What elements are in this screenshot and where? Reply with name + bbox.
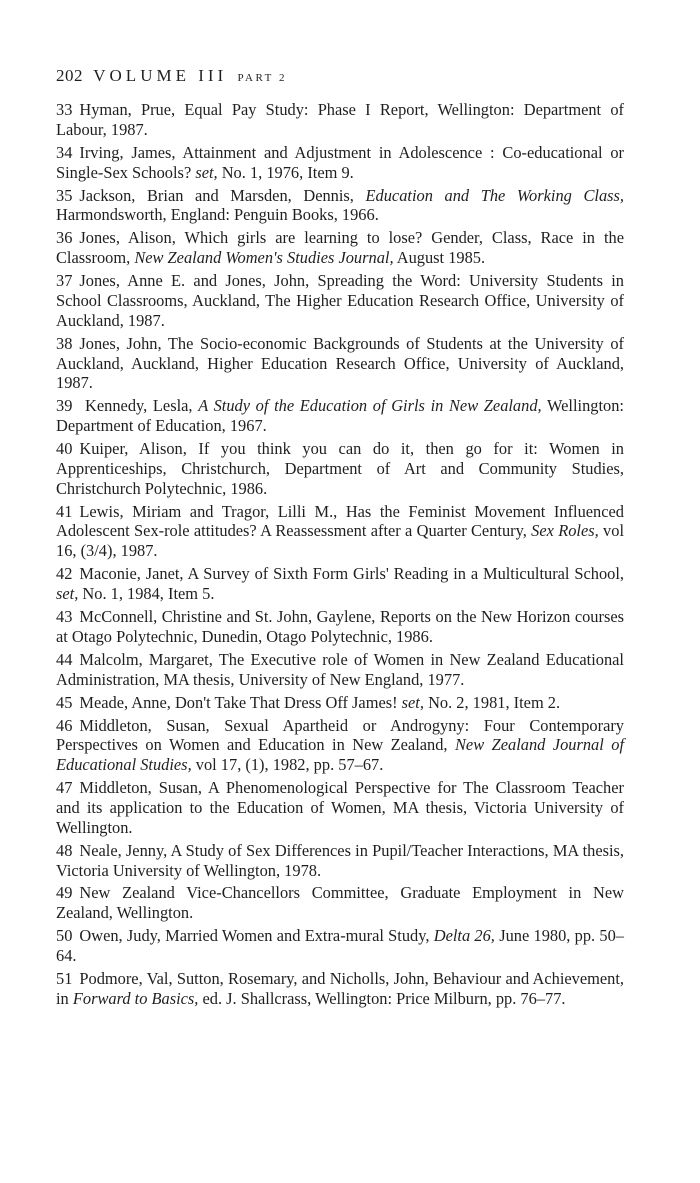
reference-title-italic: Sex Roles, (531, 521, 599, 541)
reference-number: 43 (56, 607, 73, 626)
reference-item (56, 883, 624, 923)
reference-item (56, 143, 624, 183)
reference-number: 47 (56, 778, 73, 798)
reference-text: Irving, James, Attainment and Adjustment in Adolescence : Co-educational or Single-Sex Schools? (56, 142, 624, 182)
reference-item (56, 778, 624, 837)
reference-title-italic: New Zealand Women's Studies Journal, (134, 248, 394, 268)
reference-text: Middleton, Susan, A Phenomenological Perspective for The Classroom Teacher and its application to the Education of Women, MA thesis, Victoria University of Wellington. (56, 778, 624, 837)
reference-number: 44 (56, 649, 73, 669)
reference-text: No. 1, 1976, Item 9. (217, 162, 354, 182)
reference-number: 33 (56, 100, 73, 119)
reference-title-italic: New Zealand Journal of Educational Studies, (56, 735, 624, 775)
reference-number: 35 (56, 185, 73, 205)
reference-text: Middleton, Susan, Sexual Apartheid or Androgyny: Four Contemporary Perspectives on Women and Education in New Zealand, (56, 715, 624, 755)
reference-text: vol 16, (3/4), 1987. (56, 521, 624, 561)
reference-item (56, 607, 624, 647)
reference-item (56, 841, 624, 881)
reference-title-italic: Forward to Basics, (72, 988, 199, 1008)
reference-number: 49 (56, 883, 73, 903)
reference-title-italic: set, (401, 692, 424, 712)
reference-text: Malcolm, Margaret, The Executive role of Women in New Zealand Educational Administration, MA thesis, University of New England, 1977. (56, 649, 624, 689)
reference-item (56, 969, 624, 1009)
reference-item (56, 926, 624, 966)
reference-item (56, 396, 624, 436)
reference-list (56, 100, 624, 1009)
reference-text: Wellington: Department of Education, 1967. (56, 396, 624, 436)
page (56, 64, 624, 1012)
volume-label: VOLUME III (93, 66, 228, 85)
reference-number: 39 (56, 396, 73, 416)
reference-title-italic: Education and The Working Class, (365, 185, 624, 205)
reference-item (56, 186, 624, 226)
reference-text: Kuiper, Alison, If you think you can do it, then go for it: Women in Apprenticeships, Christchurch, Department of Art and Community Studies, Christchurch Polytechnic, 1986. (56, 439, 624, 498)
reference-text: McConnell, Christine and St. John, Gaylene, Reports on the New Horizon courses at Otago Polytechnic, Dunedin, Otago Polytechnic, 1986. (56, 607, 624, 646)
reference-title-italic: set, (56, 584, 79, 604)
reference-text: vol 17, (1), 1982, pp. 57–67. (191, 755, 384, 775)
reference-number: 48 (56, 840, 73, 860)
reference-text: Harmondsworth, England: Penguin Books, 1966. (56, 205, 379, 225)
reference-text: Lewis, Miriam and Tragor, Lilli M., Has the Feminist Movement Influenced Adolescent Sex-role attitudes? A Reassessment after a Quarter Century, (56, 501, 624, 541)
running-head (56, 64, 624, 90)
reference-text: Owen, Judy, Married Women and Extra-mural Study, (79, 926, 434, 946)
reference-text: Neale, Jenny, A Study of Sex Differences in Pupil/Teacher Interactions, MA thesis, Victoria University of Wellington, 1978. (56, 840, 624, 880)
reference-text: ed. J. Shallcrass, Wellington: Price Milburn, pp. 76–77. (198, 988, 566, 1008)
reference-text: June 1980, pp. 50–64. (56, 926, 625, 966)
reference-number: 46 (56, 715, 73, 735)
reference-item (56, 716, 624, 775)
reference-text: Hyman, Prue, Equal Pay Study: Phase I Report, Wellington: Department of Labour, 1987. (56, 100, 624, 139)
reference-text: Meade, Anne, Don't Take That Dress Off James! (79, 692, 402, 712)
reference-number: 37 (56, 271, 73, 291)
reference-text: Maconie, Janet, A Survey of Sixth Form Girls' Reading in a Multicultural School, (79, 564, 624, 584)
reference-item (56, 650, 624, 690)
reference-text: New Zealand Vice-Chancellors Committee, Graduate Employment in New Zealand, Wellington. (56, 883, 624, 923)
reference-item (56, 100, 624, 140)
reference-text: Jones, John, The Socio-economic Backgrounds of Students at the University of Auckland, Auckland, Higher Education Research Office, University of Auckland, 1987. (56, 333, 624, 393)
reference-text: Jackson, Brian and Marsden, Dennis, (79, 185, 366, 205)
reference-number: 41 (56, 501, 73, 521)
reference-number: 40 (56, 439, 73, 459)
reference-item (56, 564, 624, 604)
reference-title-italic: A Study of the Education of Girls in New Zealand, (198, 396, 542, 416)
page-number: 202 (56, 66, 83, 85)
reference-item (56, 439, 624, 498)
reference-number: 34 (56, 142, 73, 162)
reference-item (56, 271, 624, 330)
reference-item (56, 502, 624, 561)
reference-text: Jones, Alison, Which girls are learning to lose? Gender, Class, Race in the Classroom, (56, 228, 624, 268)
reference-number: 38 (56, 333, 73, 353)
reference-number: 45 (56, 692, 73, 712)
reference-item (56, 228, 624, 268)
reference-number: 42 (56, 564, 73, 584)
reference-text: Kennedy, Lesla, (79, 396, 199, 416)
reference-title-italic: set, (195, 162, 218, 182)
reference-item (56, 334, 624, 393)
reference-number: 50 (56, 926, 73, 946)
reference-number: 36 (56, 228, 73, 248)
reference-text: Jones, Anne E. and Jones, John, Spreading the Word: University Students in School Classrooms, Auckland, The Higher Education Research Office, University of Auckland, 1987. (56, 271, 624, 330)
reference-title-italic: Delta 26, (433, 926, 495, 946)
reference-item (56, 693, 624, 713)
reference-text: No. 2, 1981, Item 2. (423, 692, 561, 712)
reference-text: Podmore, Val, Sutton, Rosemary, and Nicholls, John, Behaviour and Achievement, in (56, 969, 624, 1008)
reference-number: 51 (56, 969, 73, 989)
part-label: PART 2 (237, 72, 287, 84)
reference-text: August 1985. (393, 248, 486, 268)
reference-text: No. 1, 1984, Item 5. (78, 584, 215, 604)
